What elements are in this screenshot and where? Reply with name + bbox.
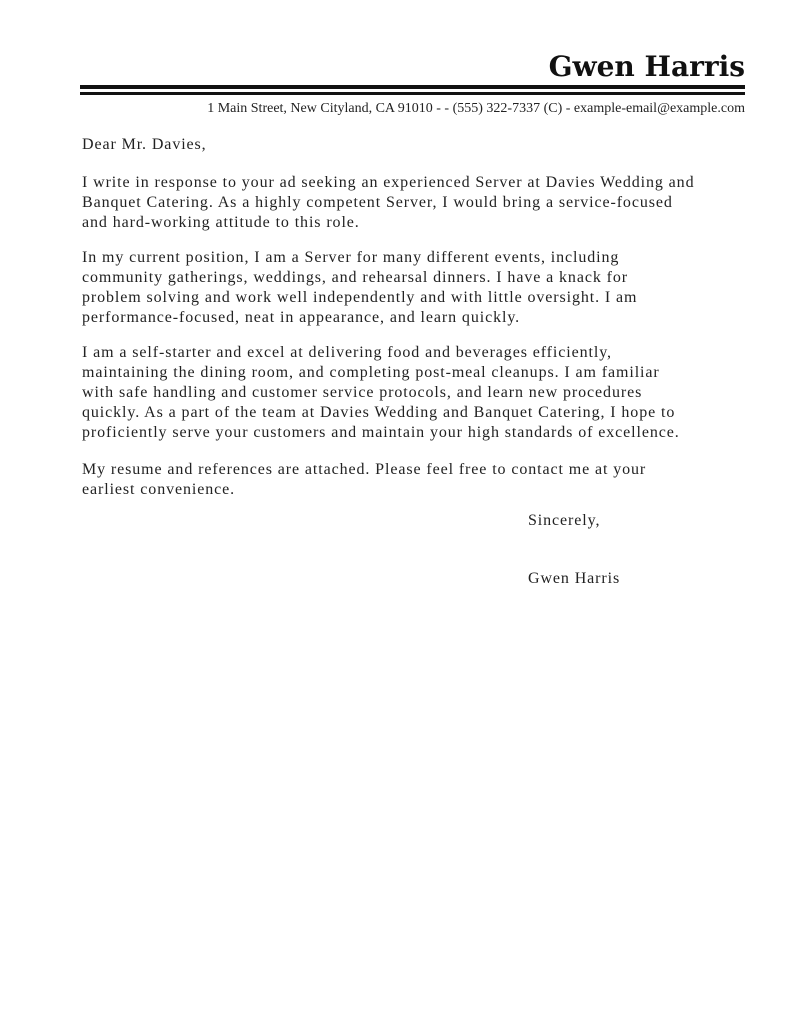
body-paragraph-2: In my current position, I am a Server for many different events, including community gatherings, weddings, and rehearsal dinners. I have a knack for problem solving and work well independently and with little oversight. I am performance-focused, neat in appearance, and learn quickly. [82,249,638,326]
header-rule-thin [80,92,745,95]
body-paragraph-1: I write in response to your ad seeking an experienced Server at Davies Wedding and Banquet Catering. As a highly competent Server, I would bring a service-focused and hard-working attitude to this role. [82,174,695,231]
body-paragraph-4: My resume and references are attached. Please feel free to contact me at your earliest convenience. [82,461,647,498]
signature: Gwen Harris [528,570,621,587]
contact-info: 1 Main Street, New Cityland, CA 91010 - - (555) 322-7337 (C) - example-email@example.com [207,101,745,116]
body-paragraph-3: I am a self-starter and excel at delivering food and beverages efficiently, maintaining the dining room, and completing post-meal cleanups. I am familiar with safe handling and customer service protocols, and learn new procedures quickly. As a part of the team at Davies Wedding and Banquet Catering, I hope to proficiently serve your customers and maintain your high standards of excellence. [82,344,680,441]
header-rule-thick [80,85,745,89]
salutation: Dear Mr. Davies, [82,136,207,153]
closing: Sincerely, [528,512,601,529]
sender-name: Gwen Harris [548,50,745,83]
